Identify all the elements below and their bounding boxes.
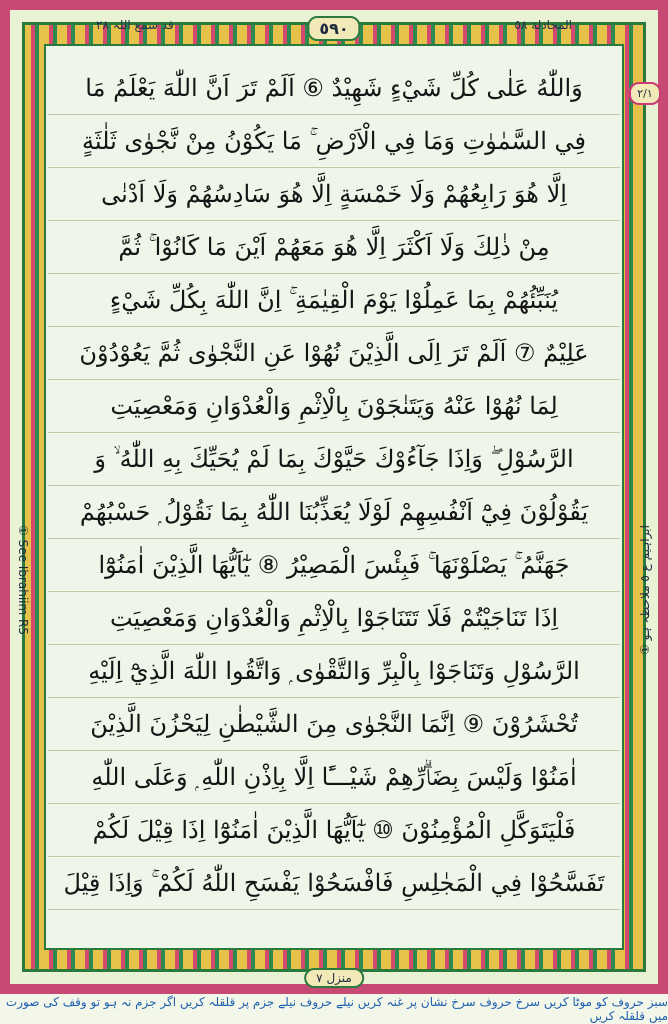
text-line: اِلَّا هُوَ رَابِعُهُمْ وَلَا خَمْسَةٍ اِلَّا هُوَ سَادِسُهُمْ وَلَا اَدْنٰى: [48, 168, 620, 221]
text-line: يَقُوْلُوْنَ فِيْٓ اَنْفُسِهِمْ لَوْلَا يُعَذِّبُنَا اللّٰهُ بِمَا نَقُوْلُ ۭ حَسْبُهُمْ: [48, 486, 620, 539]
text-line: اٰمَنُوْا وَلَيْسَ بِضَاۗرِّهِمْ شَيْـــًٔا اِلَّا بِاِذْنِ اللّٰهِ ۭ وَعَلَى اللّٰهِ: [48, 751, 620, 804]
text-line: مِنْ ذٰلِكَ وَلَا اَكْثَرَ اِلَّا هُوَ مَعَهُمْ اَيْنَ مَا كَانُوْا ۚ ثُمَّ: [48, 221, 620, 274]
text-line: الرَّسُوْلِ ۖ وَاِذَا جَآءُوْكَ حَيَّوْكَ بِمَا لَمْ يُحَيِّكَ بِهِ اللّٰهُ ۙ وَ: [48, 433, 620, 486]
juz-title: قد سمع اللہ ٢٨: [96, 18, 174, 32]
text-line: الرَّسُوْلِ وَتَنَاجَوْا بِالْبِرِّ وَالتَّقْوٰى ۭ وَاتَّقُوا اللّٰهَ الَّذِيْٓ اِلَيْهِ: [48, 645, 620, 698]
quran-text: [48, 62, 620, 910]
ruku-marker: ٢/١: [630, 58, 660, 128]
right-margin-note: ① ابراہیم ع ٥ ملاحظہ ہو: [638, 525, 652, 655]
text-line: فِي السَّمٰوٰتِ وَمَا فِي الْاَرْضِ ۚ مَا يَكُوْنُ مِنْ نَّجْوٰى ثَلٰثَةٍ: [48, 115, 620, 168]
text-line: تَفَسَّحُوْا فِي الْمَجٰلِسِ فَافْسَحُوْا يَفْسَحِ اللّٰهُ لَكُمْ ۚ وَاِذَا قِيْلَ: [48, 857, 620, 910]
surah-title: المجادلة ٥٨: [514, 18, 572, 32]
text-line: جَهَنَّمُ ۚ يَصْلَوْنَهَا ۚ فَبِئْسَ الْمَصِيْرُ ⑧ يٰٓاَيُّهَا الَّذِيْنَ اٰمَنُوْٓا: [48, 539, 620, 592]
text-line: وَاللّٰهُ عَلٰى كُلِّ شَيْءٍ شَهِيْدٌ ⑥ اَلَمْ تَرَ اَنَّ اللّٰهَ يَعْلَمُ مَا: [48, 62, 620, 115]
text-line: عَلِيْمٌ ⑦ اَلَمْ تَرَ اِلَى الَّذِيْنَ نُهُوْا عَنِ النَّجْوٰى ثُمَّ يَعُوْدُوْنَ: [48, 327, 620, 380]
text-line: اِذَا تَنَاجَيْتُمْ فَلَا تَتَنَاجَوْا بِالْاِثْمِ وَالْعُدْوَانِ وَمَعْصِيَتِ: [48, 592, 620, 645]
text-line: تُحْشَرُوْنَ ⑨ اِنَّمَا النَّجْوٰى مِنَ الشَّيْطٰنِ لِيَحْزُنَ الَّذِيْنَ: [48, 698, 620, 751]
text-line: لِمَا نُهُوْا عَنْهُ وَيَتَنٰجَوْنَ بِالْاِثْمِ وَالْعُدْوَانِ وَمَعْصِيَتِ: [48, 380, 620, 433]
manzil-marker: منزل ٧: [304, 968, 364, 988]
text-line: يُنَبِّئُهُمْ بِمَا عَمِلُوْا يَوْمَ الْقِيٰمَةِ ۚ اِنَّ اللّٰهَ بِكُلِّ شَيْءٍ: [48, 274, 620, 327]
tajweed-footer: سبز حروف کو موٹا کریں سرخ حروف سرخ نشان پر غنہ کریں نیلے حروف نیلے جزم پر قلقلہ کریں اگر جزم نہ ہو تو وقف کی صورت میں قلقلہ کریں: [0, 994, 668, 1024]
left-margin-note: ① See Ibrahiim R5: [16, 525, 30, 635]
text-line: فَلْيَتَوَكَّلِ الْمُؤْمِنُوْنَ ⑩ يٰٓاَيُّهَا الَّذِيْنَ اٰمَنُوْٓا اِذَا قِيْلَ لَكُمْ: [48, 804, 620, 857]
page-header: [0, 18, 668, 44]
page-number: ٥٩٠: [307, 16, 360, 41]
